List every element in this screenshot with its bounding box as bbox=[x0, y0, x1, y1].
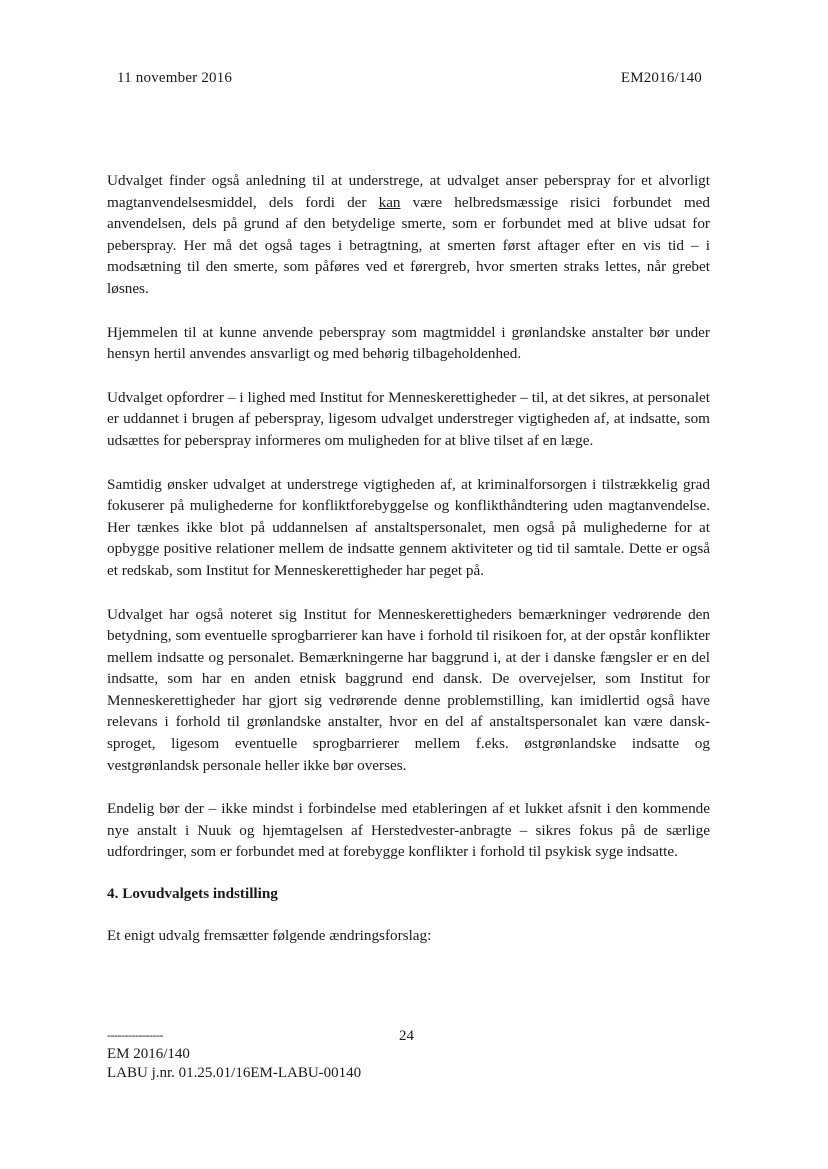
paragraph-3: Udvalget opfordrer – i lighed med Institut for Menneskerettigheder – til, at det sikres, at personalet er uddannet i brugen af peberspray, ligesom udvalget understreger vigtigheden af, at indsatte, som udsættes for peberspray informeres om muligheden for at blive tilset af en læge. bbox=[107, 388, 710, 449]
paragraph-4: Samtidig ønsker udvalget at understrege vigtigheden af, at kriminalforsorgen i tilstrækkelig grad fokuserer på mulighederne for konfliktforebyggelse og konflikthåndtering uden magtanvendelse. Her tænkes ikke blot på uddannelsen af anstaltspersonalet, men også på mulighederne for at opbygge positive relationer mellem de indsatte gennem aktiviteter og tid til samtale. Dette er også et redskab, som Institut for Menneskerettigheder har peget på. bbox=[107, 475, 710, 579]
footer bbox=[107, 1045, 361, 1083]
paragraph-2: Hjemmelen til at kunne anvende peberspray som magtmiddel i grønlandske anstalter bør under hensyn hertil anvendes ansvarligt og med behørig tilbageholdenhed. bbox=[107, 323, 710, 363]
footer-doc-number: EM 2016/140 bbox=[107, 1046, 190, 1062]
footer-journal-number: LABU j.nr. 01.25.01/16EM-LABU-00140 bbox=[107, 1065, 362, 1081]
footer-rule: ---------------- bbox=[107, 1028, 163, 1042]
underlined-word: kan bbox=[378, 193, 401, 211]
paragraph-1: Udvalget finder også anledning til at understrege, at udvalget anser peberspray for et alvorligt magtanvendelsesmiddel, dels fordi der kan være helbredsmæssige risici forbundet med anvendelsen, dels på grund af den betydelige smerte, som er forbundet med at blive udsat for peberspray. Her må det også tages i betragtning, at smerten først aftager efter en vis tid – i modsætning til den smerte, som påføres ved et førergreb, hvor smerten straks lettes, når grebet løsnes. bbox=[107, 172, 710, 297]
header-date: 11 november 2016 bbox=[117, 70, 233, 86]
paragraph-6: Endelig bør der – ikke mindst i forbindelse med etableringen af et lukket afsnit i den kommende nye anstalt i Nuuk og hjemtagelsen af Herstedvester-anbragte – sikres fokus på de særlige udfordringer, som er forbundet med at forebygge konflikter i forhold til psykisk syge indsatte. bbox=[107, 800, 710, 861]
paragraph-5: Udvalget har også noteret sig Institut for Menneskerettigheders bemærkninger vedrørende den betydning, som eventuelle sprogbarrierer kan have i forhold til risikoen for, at der opstår konflikter mellem indsatte og personalet. Bemærkningerne har baggrund i, at der i danske fængsler er en del indsatte, som har en anden etnisk baggrund end dansk. De overvejelser, som Institut for Menneskerettigheder har gjort sig vedrørende denne problemstilling, kan imidlertid også have relevans i forhold til grønlandske anstalter, hvor en del af anstaltspersonalet kan være dansk-sproget, ligesom eventuelle sprogbarrierer mellem f.eks. østgrønlandske indsatte og vestgrønlandsk personale heller ikke bør overses. bbox=[107, 605, 710, 774]
section-heading: 4. Lovudvalgets indstilling bbox=[107, 885, 278, 903]
document-body bbox=[107, 170, 710, 947]
header-reference: EM2016/140 bbox=[620, 70, 702, 86]
page-number: 24 bbox=[399, 1028, 414, 1044]
closing-line: Et enigt udvalg fremsætter følgende ændringsforslag: bbox=[107, 927, 432, 945]
